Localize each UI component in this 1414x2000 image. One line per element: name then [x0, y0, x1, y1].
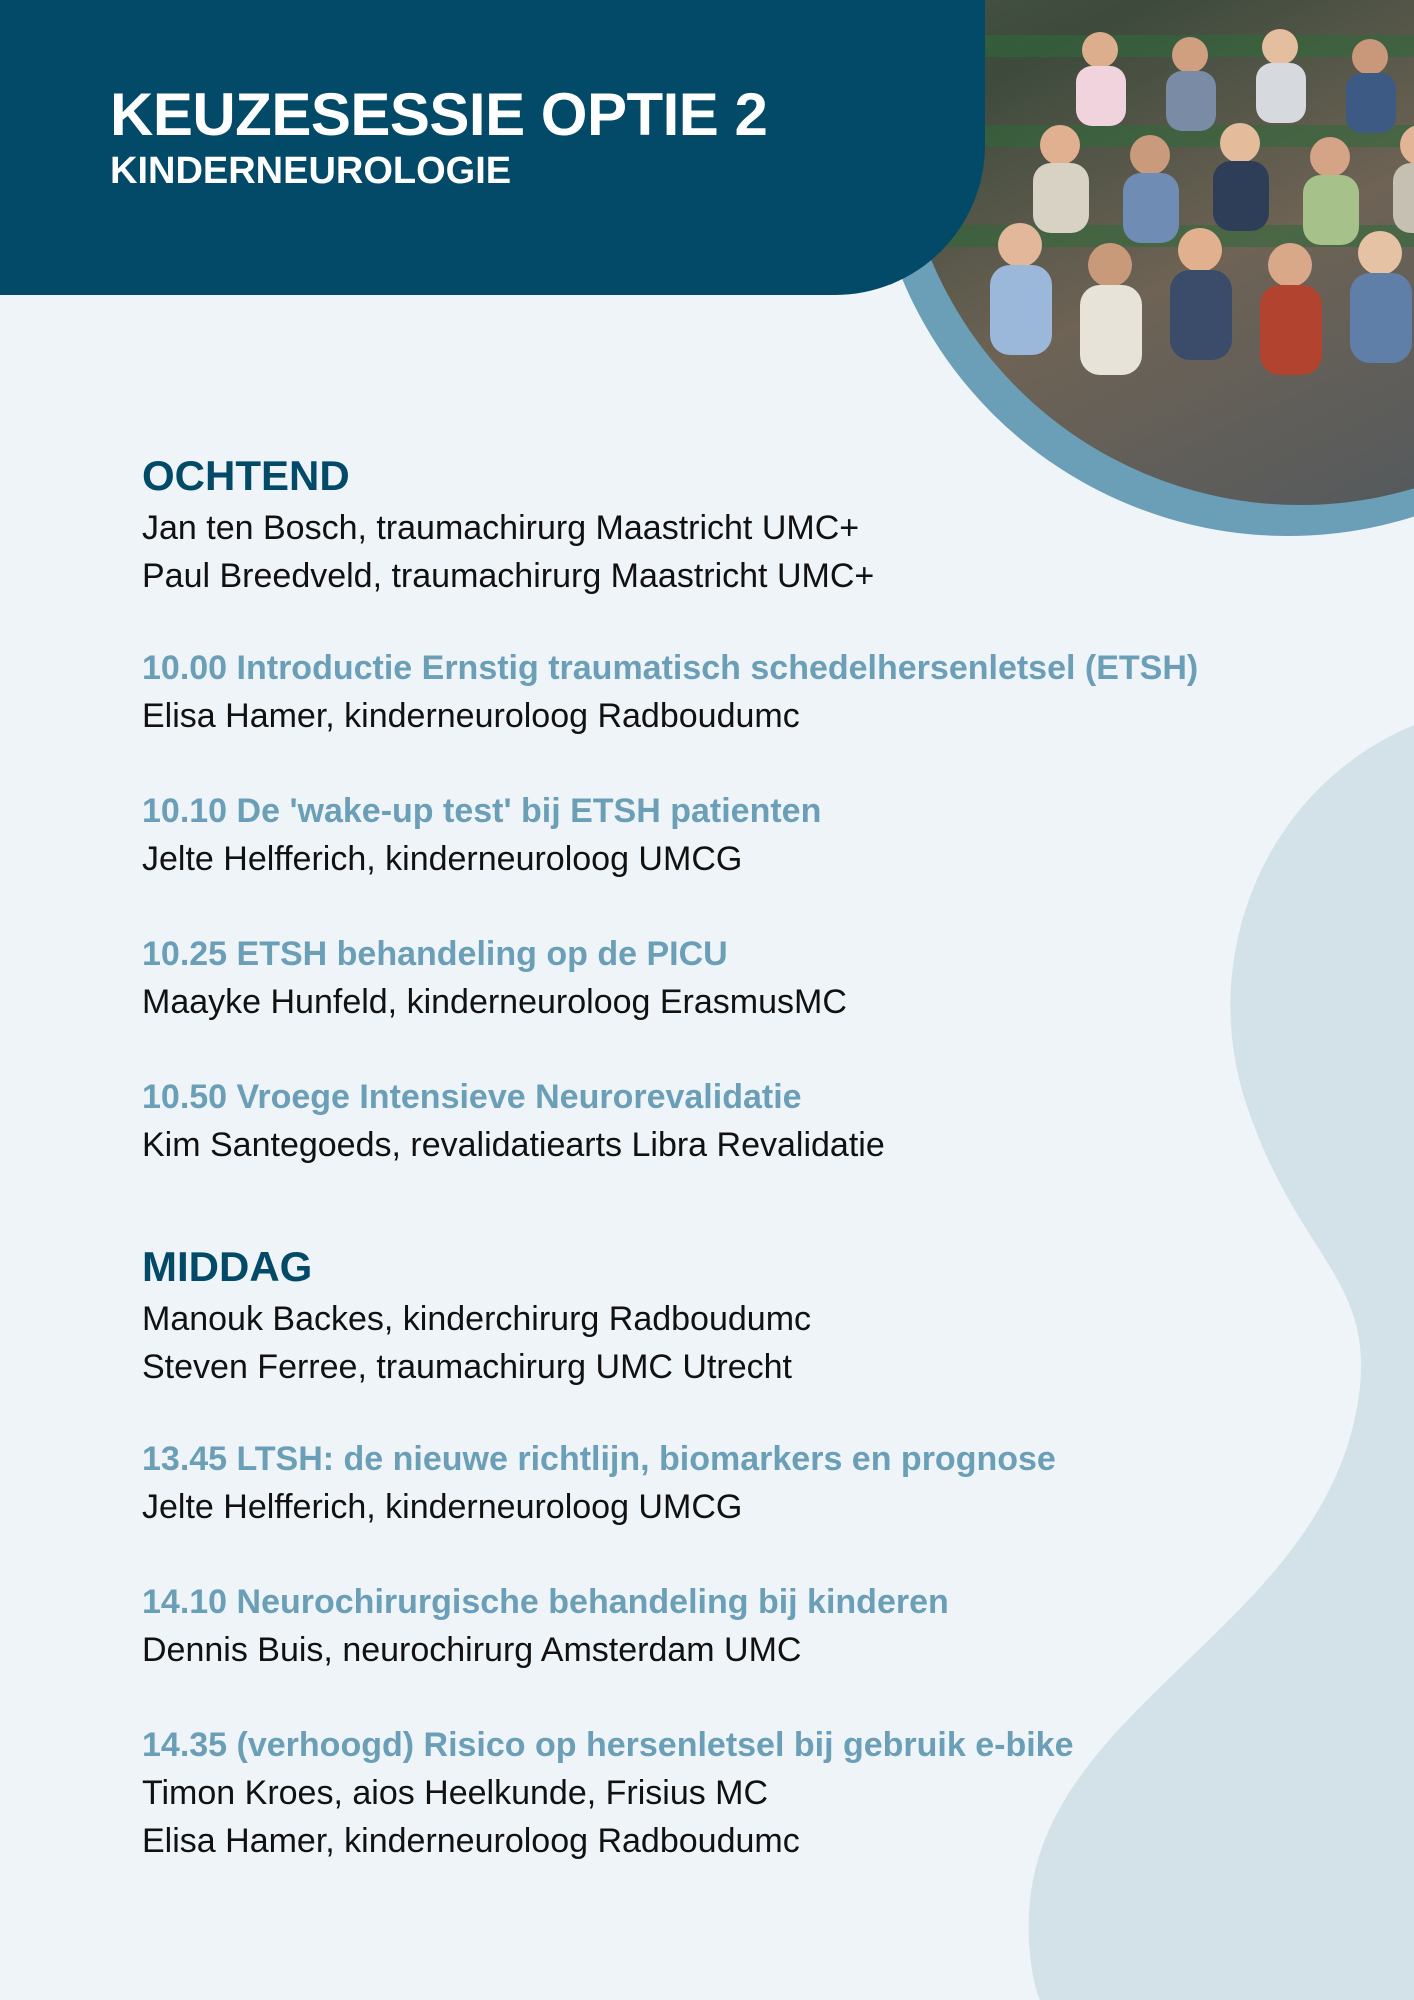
session-speaker: Dennis Buis, neurochirurg Amsterdam UMC [142, 1631, 802, 1669]
middag-section [142, 1239, 1342, 1865]
section-heading-ochtend: OCHTEND [142, 452, 350, 499]
session-title: 14.10 Neurochirurgische behandeling bij kinderen [142, 1583, 949, 1621]
chair: Jan ten Bosch, traumachirurg Maastricht UMC+ [142, 509, 860, 547]
session-item [142, 787, 1342, 883]
ochtend-section [142, 448, 1342, 1169]
session-title: 10.50 Vroege Intensieve Neurorevalidatie [142, 1078, 802, 1116]
session-title: 10.00 Introductie Ernstig traumatisch schedelhersenletsel (ETSH) [142, 649, 1199, 687]
chairs-ochtend [142, 504, 1342, 600]
session-speaker: Elisa Hamer, kinderneuroloog Radboudumc [142, 697, 800, 735]
header-banner [0, 0, 985, 295]
session-speaker: Jelte Helfferich, kinderneuroloog UMCG [142, 840, 743, 878]
session-speaker: Kim Santegoeds, revalidatiearts Libra Revalidatie [142, 1126, 885, 1164]
session-speaker: Elisa Hamer, kinderneuroloog Radboudumc [142, 1822, 800, 1860]
session-speaker: Jelte Helfferich, kinderneuroloog UMCG [142, 1488, 743, 1526]
page-title: KEUZESESSIE OPTIE 2 [110, 81, 768, 148]
chair: Steven Ferree, traumachirurg UMC Utrecht [142, 1348, 792, 1386]
session-item [142, 644, 1342, 740]
session-speaker: Maayke Hunfeld, kinderneuroloog ErasmusMC [142, 983, 847, 1021]
page-subtitle: KINDERNEUROLOGIE [110, 150, 512, 192]
session-title: 14.35 (verhoogd) Risico op hersenletsel bij gebruik e-bike [142, 1726, 1074, 1764]
session-speaker: Timon Kroes, aios Heelkunde, Frisius MC [142, 1774, 769, 1812]
session-item [142, 1435, 1342, 1531]
chair: Paul Breedveld, traumachirurg Maastricht UMC+ [142, 557, 875, 595]
session-title: 10.10 De 'wake-up test' bij ETSH patienten [142, 792, 822, 830]
program-content [142, 448, 1342, 1912]
session-item [142, 930, 1342, 1026]
chair: Manouk Backes, kinderchirurg Radboudumc [142, 1300, 812, 1338]
session-title: 10.25 ETSH behandeling op de PICU [142, 935, 728, 973]
session-item [142, 1721, 1342, 1865]
session-title: 13.45 LTSH: de nieuwe richtlijn, biomarkers en prognose [142, 1440, 1056, 1478]
chairs-middag [142, 1295, 1342, 1391]
section-heading-middag: MIDDAG [142, 1243, 313, 1290]
session-item [142, 1578, 1342, 1674]
session-item [142, 1073, 1342, 1169]
